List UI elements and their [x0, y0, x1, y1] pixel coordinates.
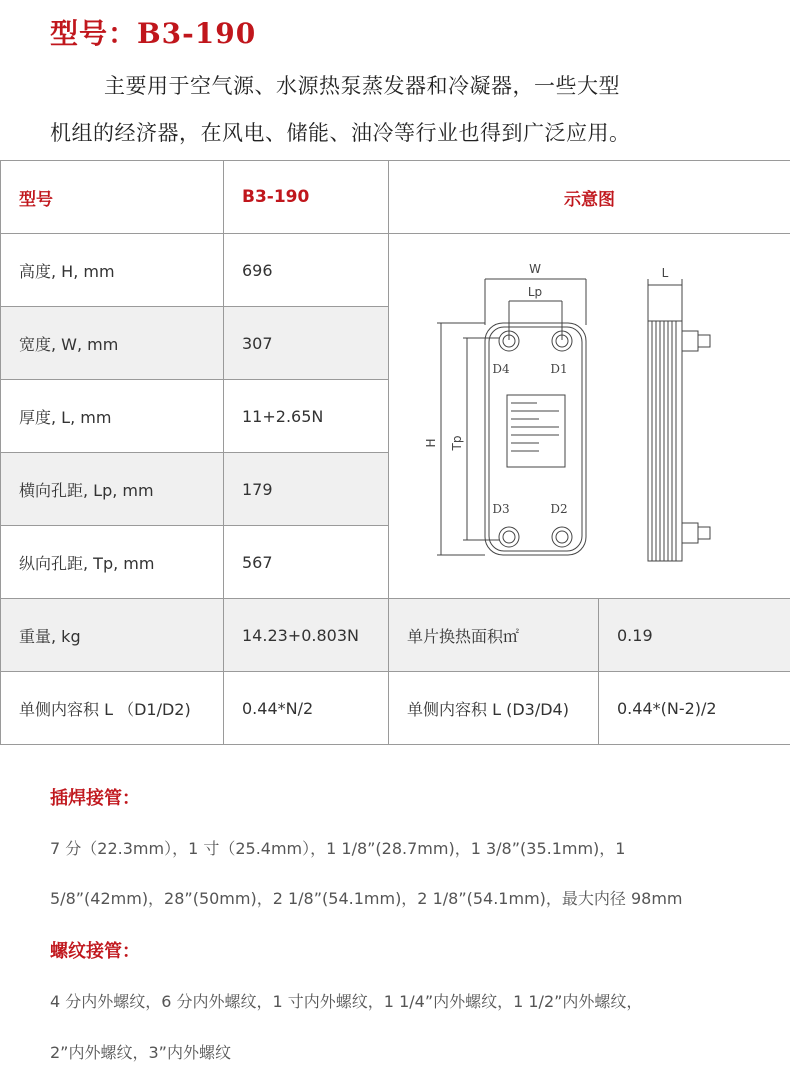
threaded-section-heading: 螺纹接管：: [50, 941, 140, 962]
row-label: 纵向孔距, Tp, mm: [1, 526, 224, 599]
plate-inner-outline: [489, 327, 582, 551]
threaded-line-2: 2”内外螺纹，3”内外螺纹: [50, 1043, 231, 1062]
welded-section-heading: 插焊接管：: [50, 788, 140, 809]
volume-d1d2-value: 0.44*N/2: [224, 672, 389, 745]
port-d3-outer: [499, 527, 519, 547]
header-diagram-label: 示意图: [389, 161, 790, 234]
port-d2-inner: [556, 531, 568, 543]
table-row: [1, 234, 790, 307]
table-header-row: [1, 161, 790, 234]
intro-line-2: 机组的经济器，在风电、储能、油冷等行业也得到广泛应用。: [50, 121, 631, 145]
label-l: L: [661, 266, 669, 280]
label-d4: D4: [492, 362, 510, 376]
row-value: 179: [224, 453, 389, 526]
label-lp: Lp: [527, 285, 543, 299]
port-d3-inner: [503, 531, 515, 543]
page-title: 型号：B3-190: [50, 17, 257, 50]
weight-label: 重量, kg: [1, 599, 224, 672]
label-d1: D1: [550, 362, 568, 376]
row-label: 高度, H, mm: [1, 234, 224, 307]
row-value: 696: [224, 234, 389, 307]
side-connector-bottom-end: [698, 527, 710, 539]
label-d3: D3: [492, 502, 510, 516]
volume-d1d2-label: 单侧内容积 L （D1/D2): [1, 672, 224, 745]
intro-line-1: 主要用于空气源、水源热泵蒸发器和冷凝器，一些大型: [104, 74, 620, 98]
welded-line-1: 7 分（22.3mm），1 寸（25.4mm），1 1/8”(28.7mm)，1 3/8”(35.1mm)，1: [50, 839, 626, 858]
port-d2-outer: [552, 527, 572, 547]
side-connector-bottom: [682, 523, 698, 543]
volume-d3d4-value: 0.44*(N-2)/2: [599, 672, 790, 745]
table-row: [1, 672, 790, 745]
plate-outline: [485, 323, 586, 555]
threaded-line-1: 4 分内外螺纹，6 分内外螺纹，1 寸内外螺纹，1 1/4”内外螺纹，1 1/2”内外螺纹，: [50, 992, 643, 1011]
area-label: 单片换热面积㎡: [389, 599, 599, 672]
side-view-body: [648, 321, 682, 561]
row-label: 厚度, L, mm: [1, 380, 224, 453]
spec-table: [0, 160, 790, 745]
welded-line-2: 5/8”(42mm)，28”(50mm)，2 1/8”(54.1mm)，2 1/8”(54.1mm)，最大内径 98mm: [50, 889, 683, 908]
area-value: 0.19: [599, 599, 790, 672]
label-h: H: [424, 438, 438, 448]
row-value: 307: [224, 307, 389, 380]
label-d2: D2: [550, 502, 568, 516]
header-model-value: B3-190: [224, 161, 389, 234]
row-label: 宽度, W, mm: [1, 307, 224, 380]
diagram-cell: [389, 234, 790, 599]
row-value: 567: [224, 526, 389, 599]
table-row: [1, 599, 790, 672]
side-connector-top: [682, 331, 698, 351]
weight-value: 14.23+0.803N: [224, 599, 389, 672]
volume-d3d4-label: 单侧内容积 L (D3/D4): [389, 672, 599, 745]
row-value: 11+2.65N: [224, 380, 389, 453]
row-label: 横向孔距, Lp, mm: [1, 453, 224, 526]
label-tp: Tp: [450, 435, 464, 451]
side-connector-top-end: [698, 335, 710, 347]
plate-heat-exchanger-diagram: [389, 235, 790, 597]
label-w: W: [529, 262, 541, 276]
header-model-label: 型号: [1, 161, 224, 234]
nameplate: [507, 395, 565, 467]
